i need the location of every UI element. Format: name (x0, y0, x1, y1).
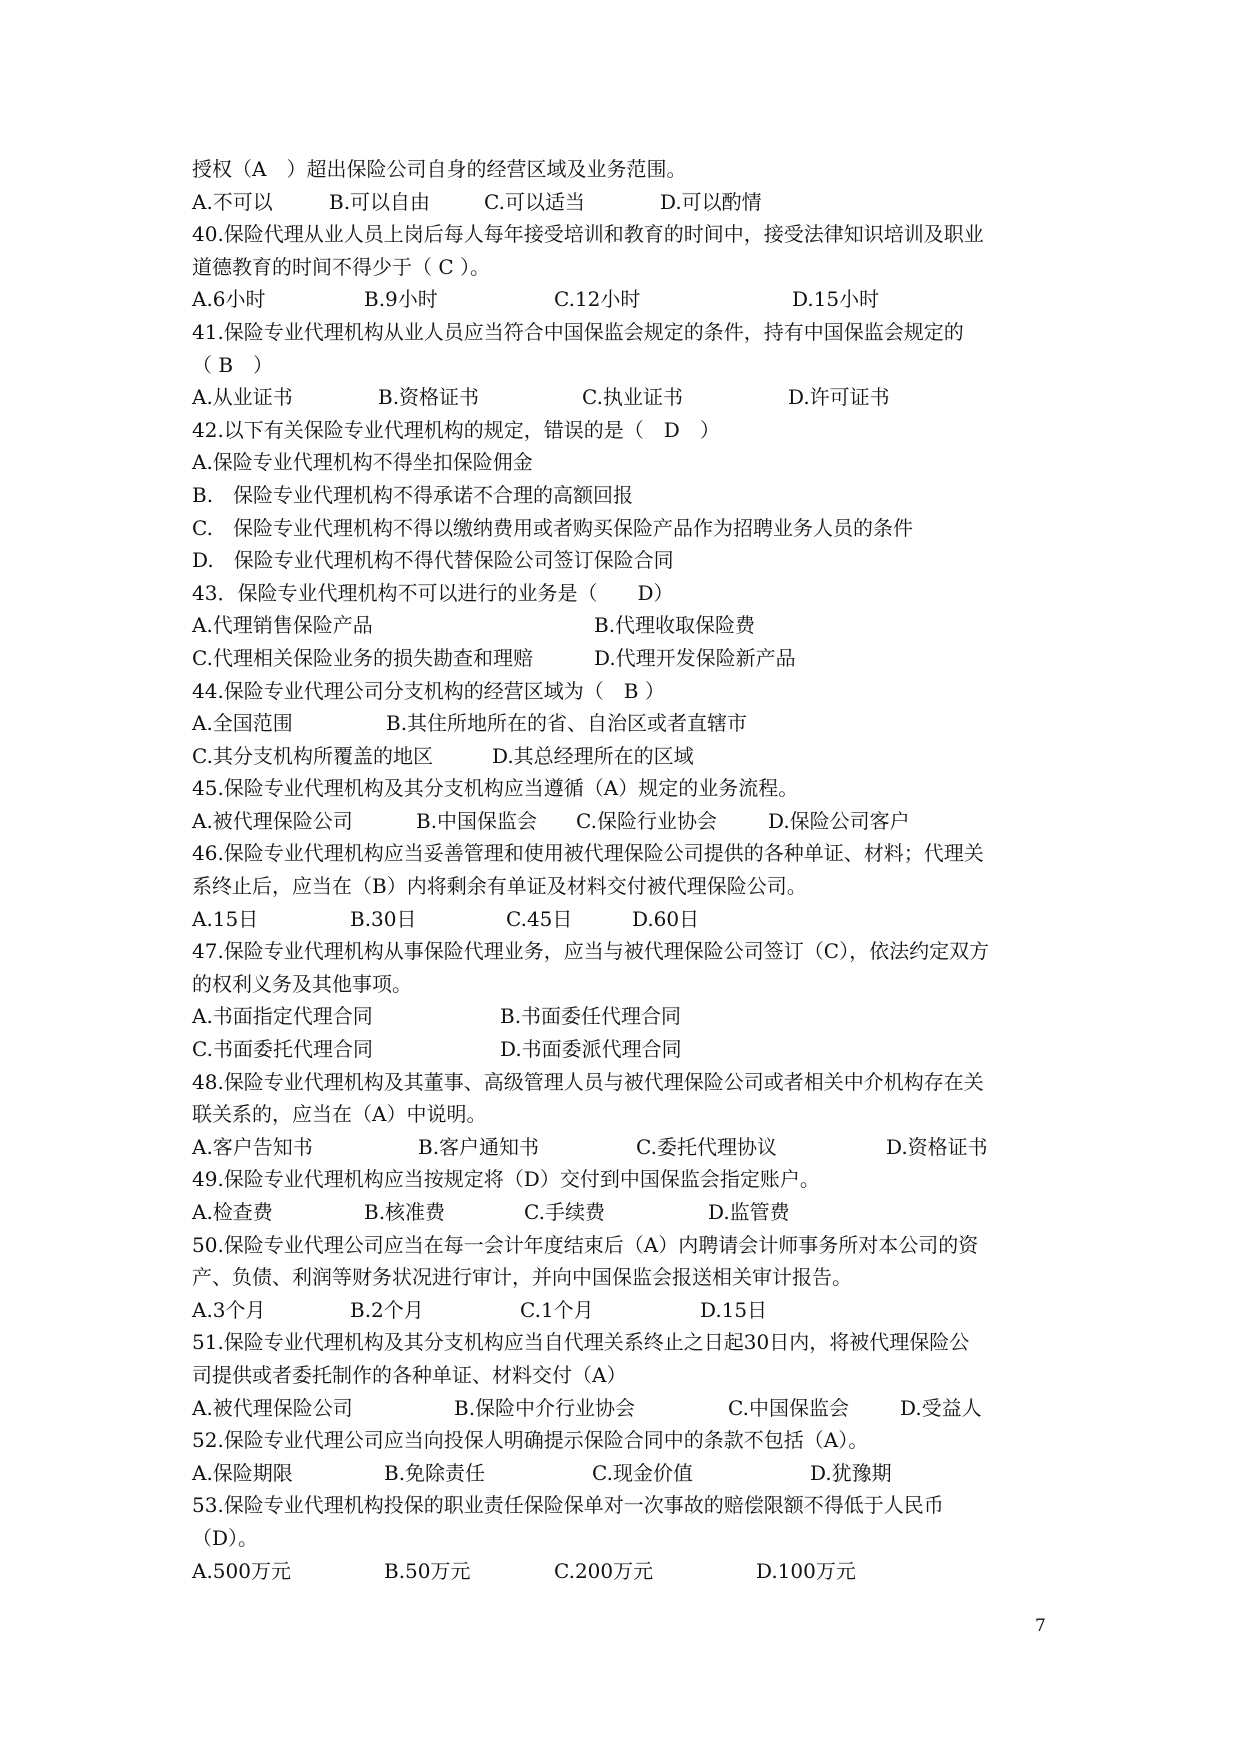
options-line (192, 1392, 1052, 1425)
option-d: D.犹豫期 (810, 1460, 892, 1485)
text-line: 53.保险专业代理机构投保的职业责任保险保单对一次事故的赔偿限额不得低于人民币 (192, 1493, 944, 1518)
options-line (192, 1131, 1052, 1164)
options-line (192, 707, 1052, 740)
option-b: B.30日 (350, 906, 417, 931)
option-a: A.从业证书 (192, 385, 293, 410)
option-d: D.保险公司客户 (768, 808, 910, 833)
option-c: C.代理相关保险业务的损失勘查和理赔 (192, 645, 533, 670)
options-line (192, 1000, 1052, 1033)
option-c: C.现金价值 (592, 1460, 693, 1485)
text-line: 的权利义务及其他事项。 (192, 971, 412, 996)
option-b: B.其住所地所在的省、自治区或者直辖市 (386, 711, 748, 736)
option-a: A.书面指定代理合同 (192, 1004, 373, 1029)
option-d: D.15日 (700, 1297, 768, 1322)
text-line: 50.保险专业代理公司应当在每一会计年度结束后（A）内聘请会计师事务所对本公司的资 (192, 1232, 979, 1257)
option-a: A.保险期限 (192, 1460, 293, 1485)
option-d: D.可以酌情 (660, 189, 762, 214)
option-a: A.被代理保险公司 (192, 808, 353, 833)
text-line: （D）。 (192, 1525, 259, 1550)
option-a: A.客户告知书 (192, 1134, 313, 1159)
options-line (192, 805, 1052, 838)
options-line (192, 381, 1052, 414)
option-c: C.委托代理协议 (636, 1134, 777, 1159)
option-d: D.代理开发保险新产品 (594, 645, 796, 670)
option-d: D.许可证书 (788, 385, 890, 410)
text-line: 47.保险专业代理机构从事保险代理业务，应当与被代理保险公司签订（C），依法约定双方 (192, 939, 990, 964)
option-c: C.执业证书 (582, 385, 683, 410)
text-line: A.保险专业代理机构不得坐扣保险佣金 (192, 450, 533, 475)
text-line: 产、负债、利润等财务状况进行审计，并向中国保监会报送相关审计报告。 (192, 1265, 852, 1290)
option-b: B.资格证书 (378, 385, 480, 410)
text-line: 授权（A ）超出保险公司自身的经营区域及业务范围。 (192, 157, 687, 181)
option-b: B.免除责任 (384, 1460, 486, 1485)
option-c: C.45日 (506, 906, 573, 931)
text-line: B. 保险专业代理机构不得承诺不合理的高额回报 (192, 482, 634, 507)
text-line: 联关系的，应当在（A）中说明。 (192, 1102, 487, 1127)
text-line: 49.保险专业代理机构应当按规定将（D）交付到中国保监会指定账户。 (192, 1167, 820, 1192)
option-a: A.6小时 (192, 287, 266, 312)
option-d: D.60日 (632, 906, 700, 931)
text-line: 43．保险专业代理机构不可以进行的业务是（ D） (192, 580, 674, 605)
option-d: D.15小时 (792, 287, 880, 312)
options-line (192, 609, 1052, 642)
options-line (192, 1196, 1052, 1229)
options-line (192, 642, 1052, 675)
text-line: D. 保险专业代理机构不得代替保险公司签订保险合同 (192, 548, 674, 573)
option-b: B.代理收取保险费 (594, 613, 756, 638)
option-d: D.受益人 (900, 1395, 982, 1420)
option-b: B.9小时 (364, 287, 438, 312)
option-d: D.监管费 (708, 1200, 790, 1224)
option-a: A.代理销售保险产品 (192, 613, 373, 638)
option-b: B.中国保监会 (416, 808, 538, 833)
options-line (192, 903, 1052, 936)
options-line (192, 186, 1052, 219)
text-line: 46.保险专业代理机构应当妥善管理和使用被代理保险公司提供的各种单证、材料；代理关 (192, 841, 984, 866)
option-b: B.保险中介行业协会 (454, 1395, 636, 1420)
option-c: C.1个月 (520, 1297, 594, 1322)
text-line: 41.保险专业代理机构从业人员应当符合中国保监会规定的条件，持有中国保监会规定的 (192, 319, 964, 344)
text-line: 道德教育的时间不得少于（ C ）。 (192, 254, 491, 279)
options-line (192, 1294, 1052, 1327)
text-line: 40.保险代理从业人员上岗后每人每年接受培训和教育的时间中，接受法律知识培训及职业 (192, 222, 984, 247)
option-a: A.不可以 (192, 189, 273, 214)
options-line (192, 1555, 1052, 1588)
text-line: 51.保险专业代理机构及其分支机构应当自代理关系终止之日起30日内，将被代理保险公 (192, 1330, 970, 1355)
option-c: C.手续费 (524, 1200, 605, 1224)
option-d: D.100万元 (756, 1558, 856, 1583)
text-line: 44.保险专业代理公司分支机构的经营区域为（ B ） (192, 678, 665, 703)
option-a: A.全国范围 (192, 711, 293, 736)
option-b: B.2个月 (350, 1297, 424, 1322)
options-line (192, 1033, 1052, 1066)
options-line (192, 740, 1052, 773)
text-line: 45.保险专业代理机构及其分支机构应当遵循（A）规定的业务流程。 (192, 776, 799, 801)
options-line (192, 283, 1052, 316)
text-line: 42.以下有关保险专业代理机构的规定，错误的是（ D ） (192, 417, 720, 442)
text-line: （ B ） (192, 352, 274, 377)
option-c: C.可以适当 (484, 189, 585, 214)
text-line: C. 保险专业代理机构不得以缴纳费用或者购买保险产品作为招聘业务人员的条件 (192, 515, 913, 540)
option-a: A.500万元 (192, 1558, 291, 1583)
option-d: D.其总经理所在的区域 (492, 743, 694, 768)
text-line: 系终止后，应当在（B）内将剩余有单证及材料交付被代理保险公司。 (192, 874, 807, 899)
option-c: C.书面委托代理合同 (192, 1037, 373, 1062)
option-d: D.资格证书 (886, 1134, 988, 1159)
options-line (192, 1457, 1052, 1490)
text-line: 48.保险专业代理机构及其董事、高级管理人员与被代理保险公司或者相关中介机构存在关 (192, 1069, 984, 1094)
option-c: C.其分支机构所覆盖的地区 (192, 743, 433, 768)
option-a: A.被代理保险公司 (192, 1395, 353, 1420)
page-number: 7 (1035, 1616, 1046, 1636)
text-line: 52.保险专业代理公司应当向投保人明确提示保险合同中的条款不包括（A）。 (192, 1428, 869, 1453)
option-d: D.书面委派代理合同 (500, 1037, 682, 1062)
option-c: C.12小时 (554, 287, 641, 312)
option-a: A.检查费 (192, 1200, 273, 1224)
option-a: A.15日 (192, 906, 259, 931)
option-b: B.核准费 (364, 1200, 446, 1224)
option-b: B.书面委任代理合同 (500, 1004, 682, 1029)
option-a: A.3个月 (192, 1297, 266, 1322)
option-c: C.保险行业协会 (576, 808, 717, 833)
option-b: B.可以自由 (329, 189, 431, 214)
option-b: B.客户通知书 (418, 1134, 540, 1159)
text-line: 司提供或者委托制作的各种单证、材料交付（A） (192, 1362, 627, 1387)
option-c: C.中国保监会 (728, 1395, 849, 1420)
option-c: C.200万元 (554, 1558, 654, 1583)
document-body (192, 153, 1052, 1587)
option-b: B.50万元 (384, 1558, 471, 1583)
